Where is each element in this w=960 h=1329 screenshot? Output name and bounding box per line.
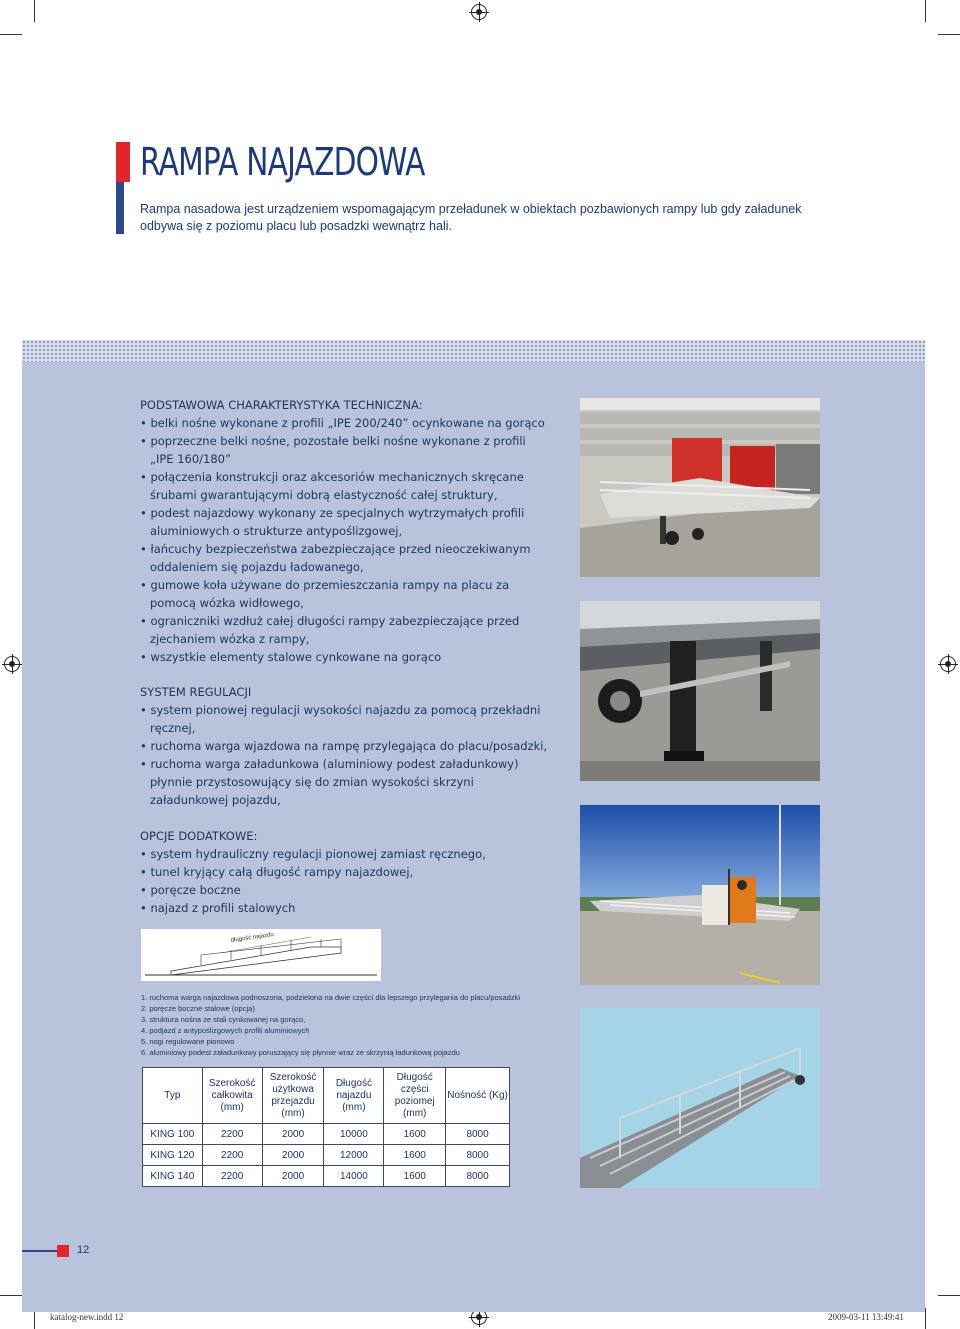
col-header: Szerokość całkowita (mm) (202, 1068, 262, 1124)
crop-mark (925, 1308, 926, 1329)
crop-mark (0, 34, 22, 35)
table-cell: 2000 (262, 1124, 324, 1145)
table-cell: 2000 (262, 1145, 324, 1166)
numbered-notes (141, 992, 561, 1058)
photo-loading-platform (580, 1008, 820, 1188)
table-cell: 1600 (384, 1166, 446, 1187)
spec-options (140, 827, 550, 917)
list-item: • połączenia konstrukcji oraz akcesoriów mechanicznych skręcane śrubami gwarantującymi dobrą elastyczność całej struktury, (140, 468, 550, 504)
table-cell: 8000 (446, 1124, 510, 1145)
page-title: RAMPA NAJAZDOWA (140, 140, 425, 184)
page-number-rule (22, 1250, 60, 1252)
list-item: • łańcuchy bezpieczeństwa zabezpieczające przed nieoczekiwanym oddaleniem się pojazdu ładowanego, (140, 540, 550, 576)
table-header-row (143, 1068, 510, 1124)
list-item: • poręcze boczne (140, 881, 550, 899)
crop-mark (938, 1295, 960, 1296)
list-item: • system pionowej regulacji wysokości najazdu za pomocą przekładni ręcznej, (140, 701, 550, 737)
col-header: Długość najazdu (mm) (324, 1068, 384, 1124)
table-cell: 14000 (324, 1166, 384, 1187)
photo-ramp-legs (580, 601, 820, 781)
spec-basic (140, 396, 550, 666)
registration-mark-icon (940, 656, 956, 672)
note-item: 1. ruchoma warga najazdowa podnoszona, podzielona na dwie części dla lepszego przylegania do placu/posadzki (141, 993, 520, 1002)
table-row (143, 1124, 510, 1145)
intro-text: Rampa nasadowa jest urządzeniem wspomagającym przeładunek w obiektach pozbawionych rampy lub gdy załadunek odbywa się z poziomu placu lub posadzki wewnątrz hali. (140, 202, 802, 233)
note-item: 6. aluminiowy podest załadunkowy poruszający się płynnie wraz ze skrzynią ładunkową pojazdu (141, 1048, 460, 1057)
table-cell: 2000 (262, 1166, 324, 1187)
table-cell: 8000 (446, 1145, 510, 1166)
table-cell: 2200 (202, 1145, 262, 1166)
table-cell: KING 120 (143, 1145, 203, 1166)
col-header: Szerokość użytkowa przejazdu (mm) (262, 1068, 324, 1124)
list-item: • podest najazdowy wykonany ze specjalnych wytrzymałych profili aluminiowych o strukturze antypoślizgowej, (140, 504, 550, 540)
table-row (143, 1166, 510, 1187)
list-item: • poprzeczne belki nośne, pozostałe belki nośne wykonane z profili „IPE 160/180” (140, 432, 550, 468)
footer-filename: katalog-new.indd 12 (50, 1312, 124, 1322)
crop-mark (938, 34, 960, 35)
list-item: • najazd z profili stalowych (140, 899, 550, 917)
photo-ramp-warehouse (580, 398, 820, 577)
section-heading: SYSTEM REGULACJI (140, 685, 252, 699)
list-item: • ruchoma warga załadunkowa (aluminiowy podest załadunkowy) płynnie przystosowujący się do zmian wysokości skrzyni załadunkowej pojazdu, (140, 755, 550, 809)
col-header: Nośność (Kg) (446, 1068, 510, 1124)
spec-table (142, 1067, 510, 1187)
crop-mark (34, 0, 35, 22)
list-item: • ograniczniki wzdłuż całej długości rampy zabezpieczające przed zjechaniem wózka z rampy, (140, 612, 550, 648)
title-accent-blue (116, 182, 124, 234)
crop-mark (0, 1295, 22, 1296)
col-header: Typ (143, 1068, 203, 1124)
section-heading: OPCJE DODATKOWE: (140, 829, 258, 843)
table-cell: KING 100 (143, 1124, 203, 1145)
list-item: • belki nośne wykonane z profili „IPE 200/240” ocynkowane na gorąco (140, 414, 550, 432)
list-item: • tunel kryjący całą długość rampy najazdowej, (140, 863, 550, 881)
note-item: 3. struktura nośna ze stali cynkowanej na gorąco, (141, 1015, 306, 1024)
footer-timestamp: 2009-03-11 13:49:41 (828, 1312, 904, 1322)
table-cell: 2200 (202, 1124, 262, 1145)
ramp-diagram (141, 929, 381, 981)
section-heading: PODSTAWOWA CHARAKTERYSTYKA TECHNICZNA: (140, 398, 423, 412)
page-number: 12 (77, 1244, 90, 1256)
table-cell: 1600 (384, 1124, 446, 1145)
note-item: 2. poręcze boczne stalowe (opcja) (141, 1004, 255, 1013)
photo-ramp-forklift (580, 805, 820, 985)
page-number-marker (57, 1245, 69, 1257)
diagram-label: długość najazdu (230, 932, 275, 944)
table-cell: 8000 (446, 1166, 510, 1187)
list-item: • wszystkie elementy stalowe cynkowane na gorąco (140, 648, 550, 666)
note-item: 4. podjazd z antypoślizgowych profili aluminiowych (141, 1026, 310, 1035)
table-cell: 1600 (384, 1145, 446, 1166)
table-cell: 12000 (324, 1145, 384, 1166)
registration-mark-icon (471, 4, 487, 20)
list-item: • system hydrauliczny regulacji pionowej zamiast ręcznego, (140, 845, 550, 863)
table-cell: 10000 (324, 1124, 384, 1145)
list-item: • gumowe koła używane do przemieszczania rampy na placu za pomocą wózka widłowego, (140, 576, 550, 612)
title-accent-red (116, 142, 130, 182)
spec-regulation (140, 683, 550, 809)
registration-mark-icon (4, 656, 20, 672)
crop-mark (925, 0, 926, 22)
col-header: Długość części poziomej (mm) (384, 1068, 446, 1124)
note-item: 5. nogi regulowane pionowo (141, 1037, 235, 1046)
table-cell: 2200 (202, 1166, 262, 1187)
table-row (143, 1145, 510, 1166)
table-cell: KING 140 (143, 1166, 203, 1187)
list-item: • ruchoma warga wjazdowa na rampę przylegająca do placu/posadzki, (140, 737, 550, 755)
dotted-band (22, 340, 925, 362)
